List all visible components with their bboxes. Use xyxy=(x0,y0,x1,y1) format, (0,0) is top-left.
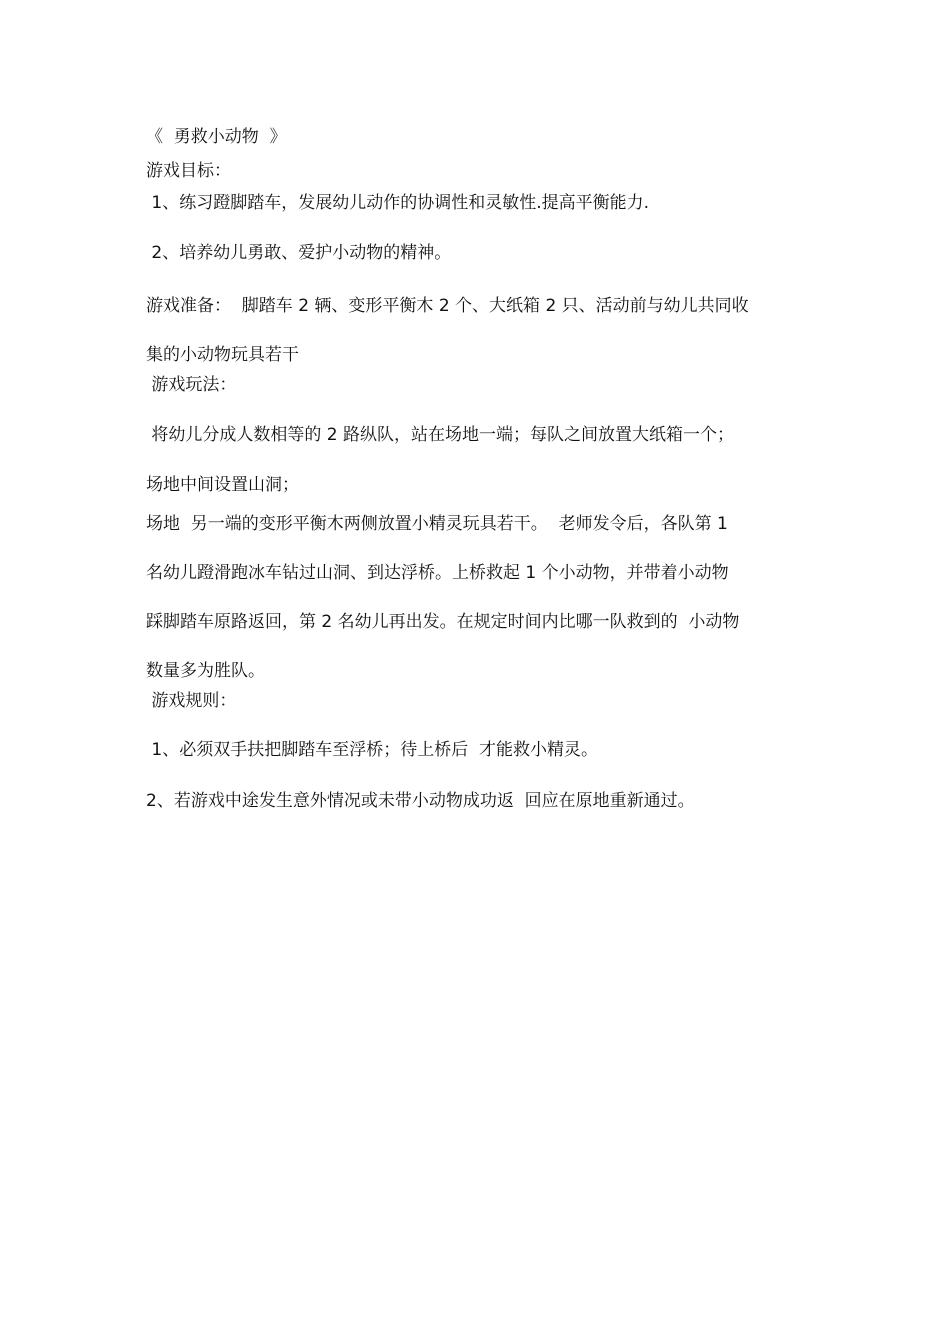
play-line-6: 数量多为胜队。 xyxy=(146,661,265,681)
document-title: 《 勇救小动物 》 xyxy=(146,127,287,147)
preparation-line-1: 游戏准备： 脚踏车 2 辆、变形平衡木 2 个、大纸箱 2 只、活动前与幼儿共同收 xyxy=(146,296,749,316)
preparation-line-2: 集的小动物玩具若干 xyxy=(146,345,299,365)
play-line-4: 名幼儿蹬滑跑冰车钻过山洞、到达浮桥。上桥救起 1 个小动物，并带着小动物 xyxy=(146,563,729,583)
goal-item-2: 2、培养幼儿勇敢、爱护小动物的精神。 xyxy=(146,243,452,263)
rules-heading: 游戏规则： xyxy=(146,691,237,711)
play-line-5: 踩脚踏车原路返回，第 2 名幼儿再出发。在规定时间内比哪一队救到的 小动物 xyxy=(146,612,740,632)
play-line-2: 场地中间设置山洞； xyxy=(146,475,299,495)
play-heading: 游戏玩法： xyxy=(146,375,237,395)
goal-heading: 游戏目标： xyxy=(146,161,231,181)
rule-item-2: 2、若游戏中途发生意外情况或未带小动物成功返 回应在原地重新通过。 xyxy=(146,791,695,811)
goal-item-1: 1、练习蹬脚踏车，发展幼儿动作的协调性和灵敏性.提高平衡能力. xyxy=(146,193,650,213)
rule-item-1: 1、必须双手扶把脚踏车至浮桥；待上桥后 才能救小精灵。 xyxy=(146,740,599,760)
play-line-1: 将幼儿分成人数相等的 2 路纵队，站在场地一端；每队之间放置大纸箱一个； xyxy=(146,425,735,445)
play-line-3: 场地 另一端的变形平衡木两侧放置小精灵玩具若干。 老师发令后，各队第 1 xyxy=(146,514,728,534)
